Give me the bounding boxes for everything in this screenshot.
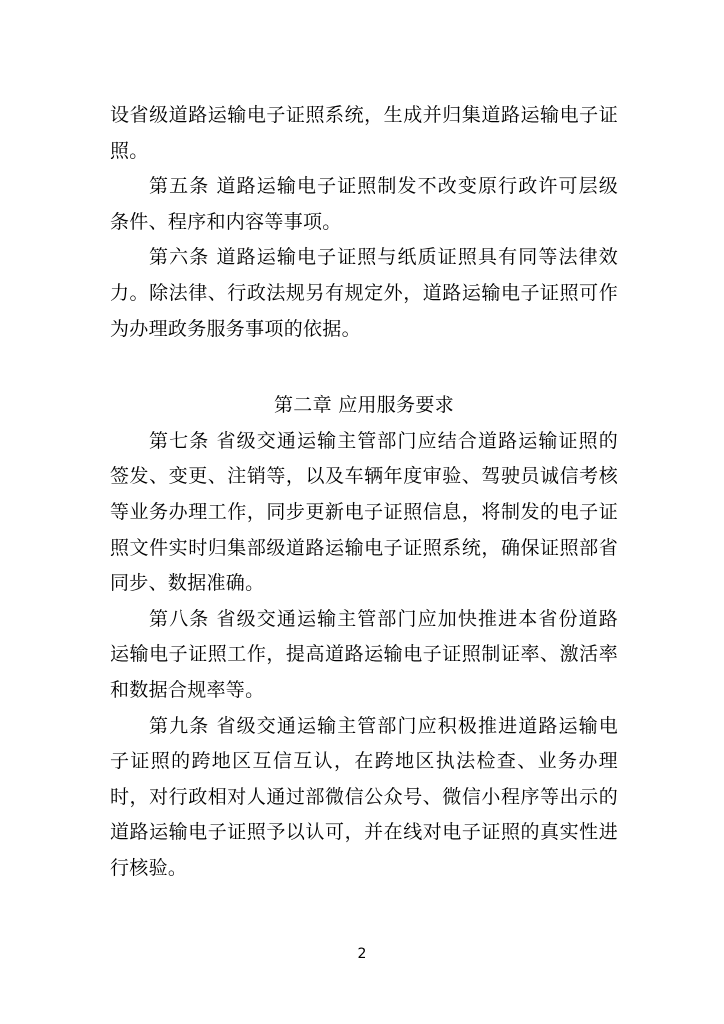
paragraph-continuation: 设省级道路运输电子证照系统，生成并归集道路运输电子证照。 xyxy=(110,104,618,162)
page-number: 2 xyxy=(357,946,367,962)
paragraph-article-9: 第九条 省级交通运输主管部门应积极推进道路运输电子证照的跨地区互信互认，在跨地区执法检查、业务办理时，对行政相对人通过部微信公众号、微信小程序等出示的道路运输电子证照予以认可，并在线对电子证照的真实性进行核验。 xyxy=(110,714,618,879)
document-body xyxy=(110,98,618,886)
paragraph-article-7: 第七条 省级交通运输主管部门应结合道路运输证照的签发、变更、注销等，以及车辆年度审验、驾驶员诚信考核等业务办理工作，同步更新电子证照信息，将制发的电子证照文件实时归集部级道路运输电子证照系统，确保证照部省同步、数据准确。 xyxy=(110,429,618,595)
paragraph-article-5: 第五条 道路运输电子证照制发不改变原行政许可层级条件、程序和内容等事项。 xyxy=(110,175,618,233)
chapter-title: 第二章 应用服务要求 xyxy=(273,394,455,417)
paragraph-article-6: 第六条 道路运输电子证照与纸质证照具有同等法律效力。除法律、行政法规另有规定外，道路运输电子证照可作为办理政务服务事项的依据。 xyxy=(110,246,618,340)
paragraph-article-8: 第八条 省级交通运输主管部门应加快推进本省份道路运输电子证照工作，提高道路运输电子证照制证率、激活率和数据合规率等。 xyxy=(110,607,618,701)
